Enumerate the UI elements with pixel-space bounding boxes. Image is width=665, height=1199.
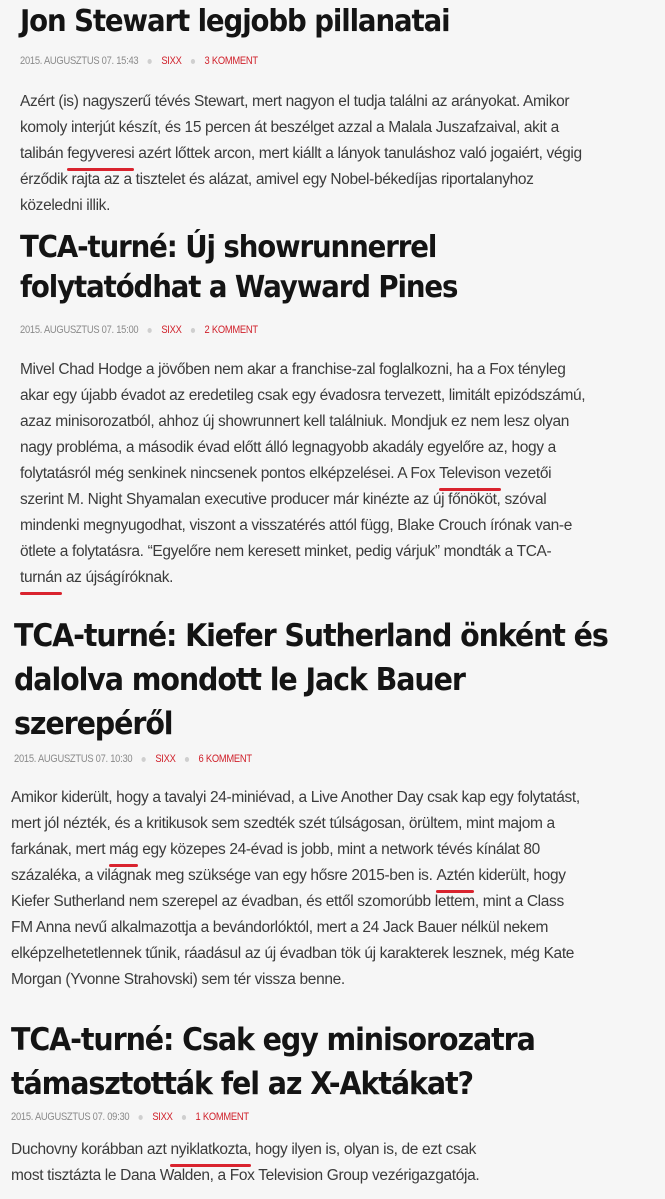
author-link[interactable]: SIXX <box>161 324 182 336</box>
article-meta <box>20 53 258 69</box>
separator-dot-icon <box>185 757 189 762</box>
spelling-error-mark[interactable]: turnán <box>20 565 62 591</box>
article-excerpt: Azért (is) nagyszerű tévés Stewart, mert nagyon el tudja találni az arányokat. Amikor komoly interjút készít, és 15 percen át beszélget azzal a Malala Juszafzaival, akit a talibán fegyveresi azért lőttek arcon, mert kiállt a lányok tanuláshoz való jogaiért, végig érződik rajta az a tisztelet és alázat, amivel egy Nobel-békedíjas riportalanyhoz közeledni illik. <box>20 93 582 214</box>
article-excerpt: Amikor kiderült, hogy a tavalyi 24-miniévad, a Live Another Day csak kap egy folytatást, mert jól nézték, és a kritikusok sem szedték szét túlságosan, örültem, mint majom a farkának, mert mág egy közepes 24-évad is jobb, mint a network tévés kínálat 80 százaléka, a világnak meg szüksége van egy hősre 2015-ben is. Aztén kiderült, hogy Kiefer Sutherland nem szerepel az évadban, és ettől szomorúbb lettem, mint a Class FM Anna nevű alkalmazottja a bevándorlóktól, mert a 24 Jack Bauer nélkül nekem elképzelhetetlennek tűnik, ráadásul az új évadban tök új karakterek lesznek, még Kate Morgan (Yvonne Strahovski) sem tér vissza benne. <box>11 789 580 988</box>
author-link[interactable]: SIXX <box>152 1111 173 1123</box>
comments-link[interactable]: 3 KOMMENT <box>204 55 258 67</box>
article-meta <box>11 1109 249 1125</box>
article-date: 2015. AUGUSZTUS 07. 15:00 <box>20 324 139 336</box>
article-title[interactable]: TCA-turné: Csak egy minisorozatra támasztották fel az X-Aktákat? <box>11 1022 535 1102</box>
comments-link[interactable]: 6 KOMMENT <box>198 753 252 765</box>
author-link[interactable]: SIXX <box>161 55 182 67</box>
article-title[interactable]: Jon Stewart legjobb pillanatai <box>20 4 450 39</box>
article-date: 2015. AUGUSZTUS 07. 09:30 <box>11 1111 130 1123</box>
separator-dot-icon <box>142 757 146 762</box>
article-meta <box>14 751 252 767</box>
article-date: 2015. AUGUSZTUS 07. 15:43 <box>20 55 139 67</box>
spelling-error-mark[interactable]: fegyveresi <box>67 141 134 167</box>
spelling-error-mark[interactable]: Aztén <box>436 863 474 889</box>
separator-dot-icon <box>139 1115 143 1120</box>
separator-dot-icon <box>148 328 152 333</box>
article-title[interactable]: TCA-turné: Kiefer Sutherland önként és dalolva mondott le Jack Bauer szerepéről <box>14 618 608 742</box>
article-excerpt: Duchovny korábban azt nyiklatkozta, hogy ilyen is, olyan is, de ezt csak most tisztázta le Dana Walden, a Fox Television Group vezérigazgatója. <box>11 1137 479 1189</box>
article-title[interactable]: TCA-turné: Új showrunnerrel folytatódhat a Wayward Pines <box>20 230 458 305</box>
comments-link[interactable]: 2 KOMMENT <box>204 324 258 336</box>
separator-dot-icon <box>191 59 195 64</box>
separator-dot-icon <box>191 328 195 333</box>
spelling-error-mark[interactable]: Televison <box>439 461 500 487</box>
separator-dot-icon <box>182 1115 186 1120</box>
author-link[interactable]: SIXX <box>155 753 176 765</box>
article-meta <box>20 322 258 338</box>
comments-link[interactable]: 1 KOMMENT <box>195 1111 249 1123</box>
article-date: 2015. AUGUSZTUS 07. 10:30 <box>14 753 133 765</box>
spelling-error-mark[interactable]: nyiklatkozta, <box>170 1137 251 1163</box>
separator-dot-icon <box>148 59 152 64</box>
spelling-error-mark[interactable]: mág <box>109 837 138 863</box>
article-excerpt: Mivel Chad Hodge a jövőben nem akar a franchise-zal foglalkozni, ha a Fox tényleg akar egy újabb évadot az eredetileg csak egy évadosra tervezett, limitált epizódszámú, azaz minisorozatból, ahhoz új showrunnert kell találniuk. Mondjuk ez nem lesz olyan nagy probléma, a második évad előtt álló legnagyobb akadály egyelőre az, hogy a folytatásról még senkinek nincsenek pontos elképzelései. A Fox Televison vezetői szerint M. Night Shyamalan executive producer már kinézte az új főnököt, szóval mindenki megnyugodhat, viszont a visszatérés attól függ, Blake Crouch írónak van-e ötlete a folytatásra. “Egyelőre nem keresett minket, pedig várjuk” mondták a TCA- turnán az újságíróknak. <box>20 357 585 591</box>
